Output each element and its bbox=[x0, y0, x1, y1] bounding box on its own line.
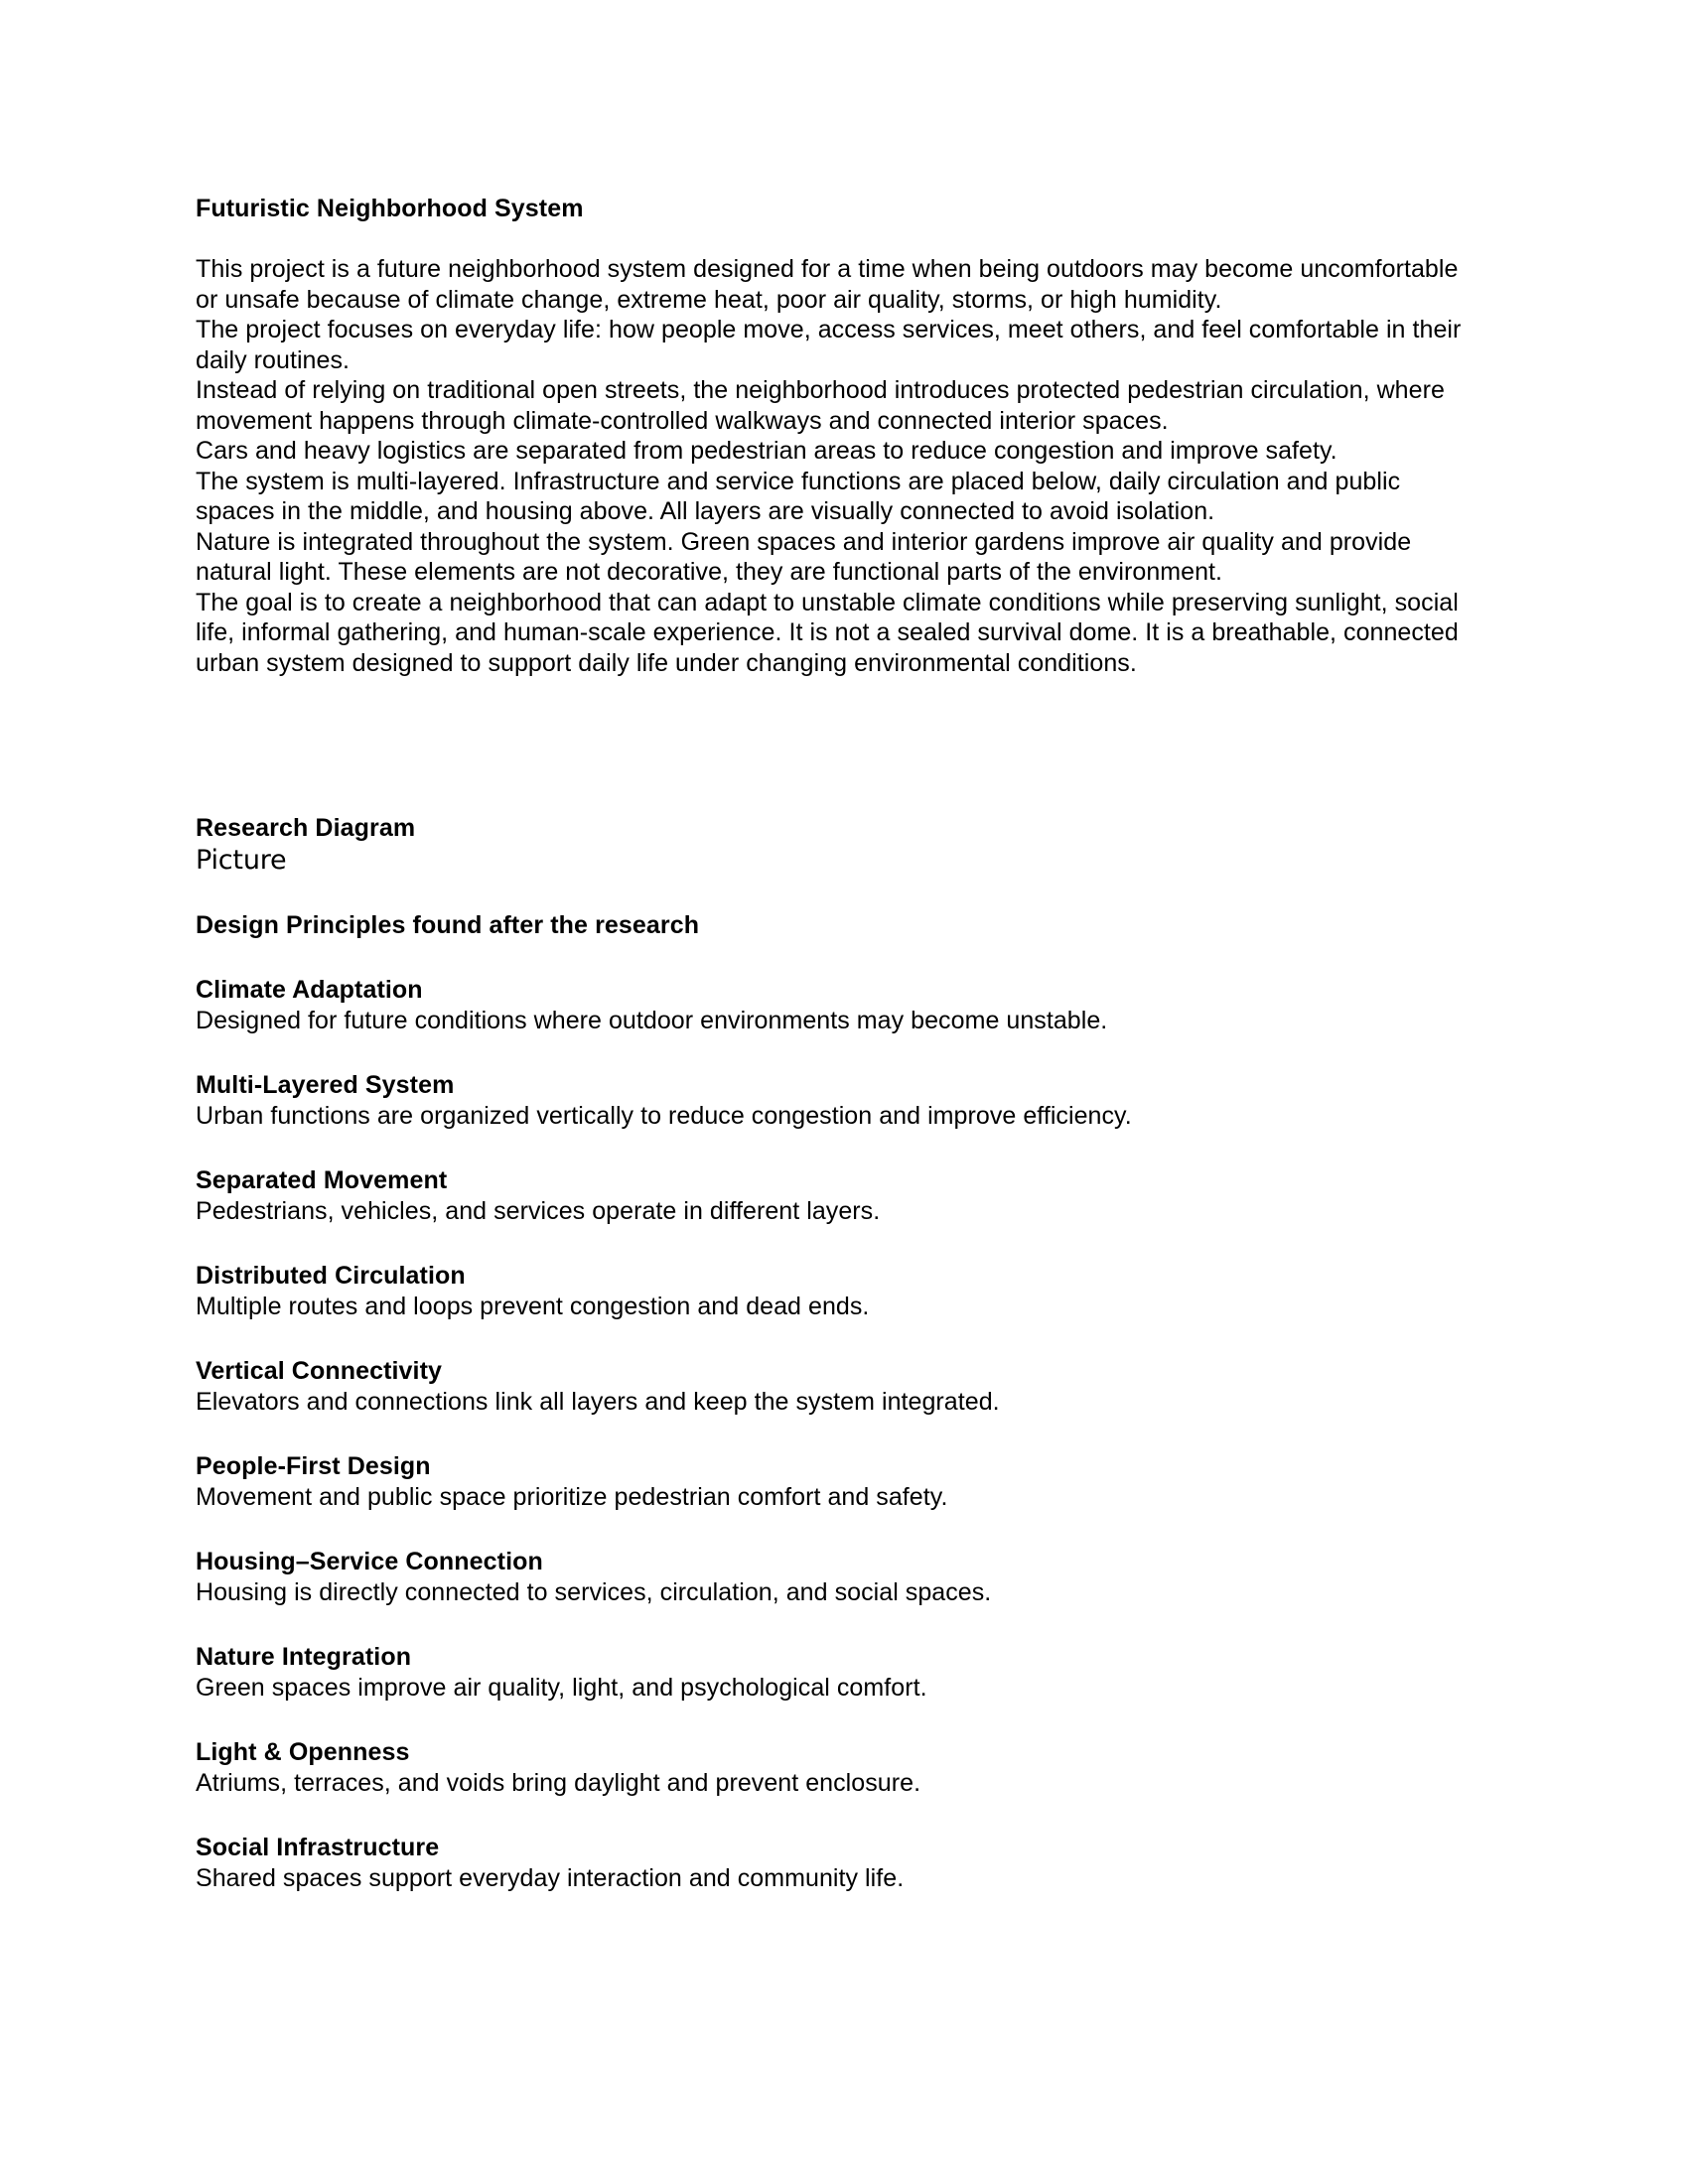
principles-gap bbox=[196, 877, 1479, 910]
research-diagram-heading: Research Diagram bbox=[196, 814, 416, 842]
principle-item bbox=[196, 1547, 1479, 1608]
principle-gap bbox=[196, 1513, 1479, 1547]
principle-gap bbox=[196, 1704, 1479, 1737]
principle-description: Designed for future conditions where outdoor environments may become unstable. bbox=[196, 1007, 1108, 1034]
design-principles-list bbox=[196, 941, 1479, 1894]
page-title: Futuristic Neighborhood System bbox=[196, 195, 584, 222]
principle-description: Green spaces improve air quality, light, and psychological comfort. bbox=[196, 1674, 927, 1702]
design-principles-heading: Design Principles found after the research bbox=[196, 911, 700, 939]
principle-item bbox=[196, 1261, 1479, 1322]
principle-description: Movement and public space prioritize pedestrian comfort and safety. bbox=[196, 1483, 948, 1511]
principle-gap bbox=[196, 1036, 1479, 1070]
principle-title: Light & Openness bbox=[196, 1738, 410, 1766]
principle-item bbox=[196, 1070, 1479, 1132]
principle-title: People-First Design bbox=[196, 1452, 431, 1480]
principle-gap bbox=[196, 941, 1479, 975]
principle-description: Elevators and connections link all layers and keep the system integrated. bbox=[196, 1388, 1000, 1416]
intro-line: Instead of relying on traditional open streets, the neighborhood introduces protected pedestrian circulation, where movement happens through climate-controlled walkways and connected interior spaces. bbox=[196, 376, 1445, 435]
intro-paragraph-block bbox=[196, 254, 1477, 678]
principle-description: Housing is directly connected to services, circulation, and social spaces. bbox=[196, 1578, 992, 1606]
principle-gap bbox=[196, 1227, 1479, 1261]
principle-description: Multiple routes and loops prevent congestion and dead ends. bbox=[196, 1293, 870, 1320]
picture-placeholder: Picture bbox=[196, 845, 287, 876]
principle-title: Multi-Layered System bbox=[196, 1071, 455, 1099]
principle-title: Social Infrastructure bbox=[196, 1834, 440, 1861]
principle-gap bbox=[196, 1418, 1479, 1451]
principle-description: Atriums, terraces, and voids bring daylight and prevent enclosure. bbox=[196, 1769, 921, 1797]
principle-item bbox=[196, 1356, 1479, 1418]
principle-item bbox=[196, 1737, 1479, 1799]
principle-item bbox=[196, 1165, 1479, 1227]
title-spacer bbox=[196, 223, 1479, 254]
principle-title: Separated Movement bbox=[196, 1166, 448, 1194]
principle-title: Vertical Connectivity bbox=[196, 1357, 443, 1385]
principle-gap bbox=[196, 1799, 1479, 1833]
intro-line: The system is multi-layered. Infrastructure and service functions are placed below, daily circulation and public spaces in the middle, and housing above. All layers are visually connected to avoid isolation. bbox=[196, 467, 1401, 525]
intro-line: Cars and heavy logistics are separated from pedestrian areas to reduce congestion and improve safety. bbox=[196, 437, 1337, 465]
intro-line: Nature is integrated throughout the system. Green spaces and interior gardens improve air quality and provide natural light. These elements are not decorative, they are functional parts of the environment. bbox=[196, 527, 1412, 586]
intro-line: This project is a future neighborhood system designed for a time when being outdoors may become uncomfortable or unsafe because of climate change, extreme heat, poor air quality, storms, or high humidity. bbox=[196, 255, 1459, 314]
research-diagram-section bbox=[196, 813, 1479, 877]
principle-item bbox=[196, 1642, 1479, 1704]
principle-gap bbox=[196, 1132, 1479, 1165]
principle-item bbox=[196, 1451, 1479, 1513]
section-gap bbox=[196, 678, 1479, 813]
principle-title: Distributed Circulation bbox=[196, 1262, 466, 1290]
principle-gap bbox=[196, 1608, 1479, 1642]
principle-gap bbox=[196, 1322, 1479, 1356]
principle-description: Shared spaces support everyday interaction and community life. bbox=[196, 1864, 905, 1892]
principle-description: Pedestrians, vehicles, and services operate in different layers. bbox=[196, 1197, 881, 1225]
intro-line: The goal is to create a neighborhood that can adapt to unstable climate conditions while preserving sunlight, social life, informal gathering, and human-scale experience. It is not a sealed survival dome. It is a breathable, connected urban system designed to support daily life under changing environmental conditions. bbox=[196, 588, 1459, 677]
principle-item bbox=[196, 975, 1479, 1036]
principle-title: Climate Adaptation bbox=[196, 976, 423, 1004]
principle-title: Nature Integration bbox=[196, 1643, 412, 1671]
principle-description: Urban functions are organized vertically to reduce congestion and improve efficiency. bbox=[196, 1102, 1132, 1130]
principle-item bbox=[196, 1833, 1479, 1894]
intro-line: The project focuses on everyday life: how people move, access services, meet others, and feel comfortable in their daily routines. bbox=[196, 316, 1462, 374]
principle-title: Housing–Service Connection bbox=[196, 1548, 543, 1575]
